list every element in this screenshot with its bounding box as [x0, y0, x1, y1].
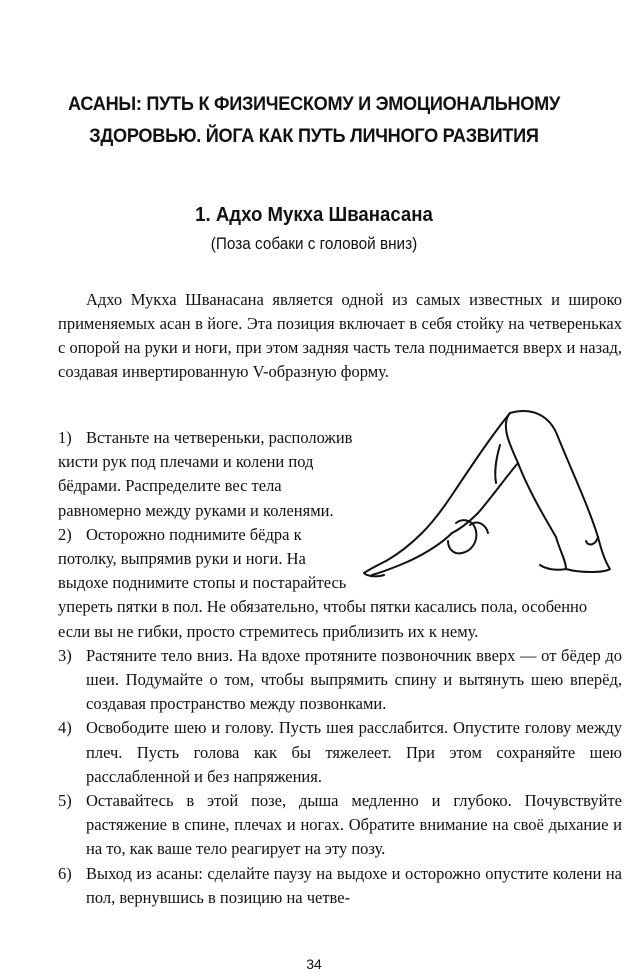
step-number: 1): [58, 428, 72, 447]
step-number: 2): [58, 524, 72, 544]
step-number: 3): [58, 645, 72, 665]
page-number: 34: [306, 956, 322, 972]
section-heading: 1. Адхо Мукха Шванасана: [195, 204, 433, 226]
step-number: 4): [58, 718, 72, 738]
list-item: [58, 862, 622, 910]
step-text: Оставайтесь в этой позе, дыша медленно и глубоко. Почувствуйте растяжение в спине, плечах и ногах. Обратите внимание на своё дыхание и на то, как ваше тело реагирует на эту позу.: [86, 791, 622, 859]
step-text: Встаньте на четвереньки, расположив кисти рук под плечами и колени под бёдрами. Распределите вес тела равномерно между руками и коленями.: [58, 428, 353, 520]
step-text: Выход из асаны: сделайте паузу на выдохе и осторожно опустите колени на пол, вернувшись в позицию на четве-: [86, 863, 622, 907]
list-item: [58, 644, 622, 717]
list-item: [58, 716, 622, 789]
step-text: Освободите шею и голову. Пусть шея расслабится. Опустите голову между плеч. Пусть голова как бы тяжелеет. При этом сохраняйте шею расслабленной и без напряжения.: [86, 718, 622, 786]
intro-paragraph: Адхо Мукха Шванасана является одной из самых известных и широко применяемых асан в йоге. Эта позиция включает в себя стойку на четвереньках с опорой на руки и ноги, при этом задняя часть тела поднимается вверх и назад, создавая инвертированную V-образную форму.: [58, 290, 622, 381]
steps-list: [58, 426, 622, 910]
section-subheading: (Поза собаки с головой вниз): [210, 234, 418, 253]
chapter-title: [59, 88, 569, 152]
chapter-title-line-2: ЗДОРОВЬЮ. ЙОГА КАК ПУТЬ ЛИЧНОГО РАЗВИТИЯ: [89, 125, 539, 147]
step-text: Осторожно поднимите бёдра к потолку, выпрямив руки и ноги. На выдохе поднимите стопы и постарайтесь упереть пятки в пол. Не обязательно, чтобы пятки касались пола, особенно если вы не гибки, просто стремитесь приблизить их к нему.: [58, 524, 588, 641]
step-text: Растяните тело вниз. На вдохе протяните позвоночник вверх — от бёдер до шеи. Подумайте о том, чтобы выпрямить спину и вытянуть шею вперёд, создавая пространство между позвонками.: [86, 645, 622, 714]
list-item: [58, 789, 622, 862]
step-number: 5): [58, 791, 72, 811]
step-number: 6): [58, 863, 72, 883]
chapter-title-line-1: АСАНЫ: ПУТЬ К ФИЗИЧЕСКОМУ И ЭМОЦИОНАЛЬНОМУ: [68, 93, 560, 115]
